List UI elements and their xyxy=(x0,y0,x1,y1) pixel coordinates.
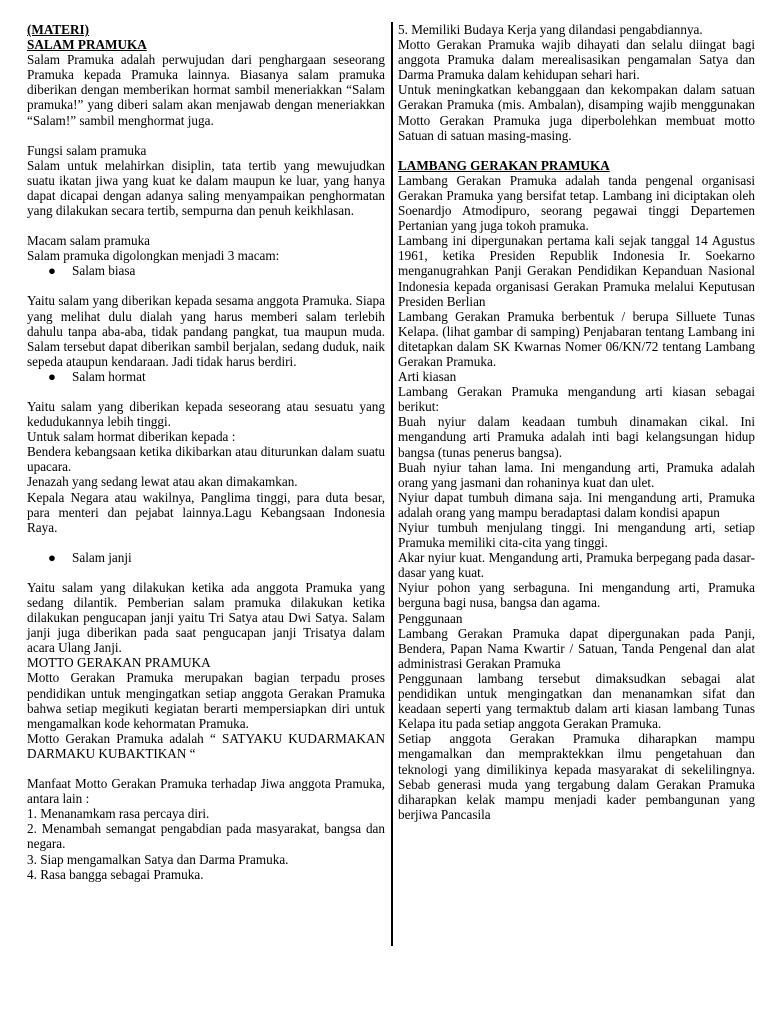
manfaat-item: 3. Siap mengamalkan Satya dan Darma Pramuka. xyxy=(27,851,289,867)
lambang-heading: LAMBANG GERAKAN PRAMUKA xyxy=(398,157,610,173)
salam-hormat-line: Untuk salam hormat diberikan kepada : xyxy=(27,429,236,445)
motto-paragraph: Motto Gerakan Pramuka merupakan bagian terpadu proses pendidikan untuk mengingatkan setiap anggota Gerakan Pramuka bahwa setiap megikuti kegiatan berarti mempersiapkan diri untuk mengamalkan kode kehormatan Pramuka. xyxy=(27,670,385,731)
motto-wajib-paragraph: Motto Gerakan Pramuka wajib dihayati dan selalu diingat bagi anggota Pramuka dalam merealisasikan pengamalan Satya dan Darma Pramuka dalam kehidupan sehari hari. xyxy=(398,37,755,83)
arti-kiasan-title: Arti kiasan xyxy=(398,369,457,385)
arti-kiasan-item: Nyiur dapat tumbuh dimana saja. Ini mengandung arti, Pramuka adalah orang yang mampu beradaptasi dalam kondisi apapun xyxy=(398,489,755,520)
left-column xyxy=(27,22,385,882)
arti-kiasan-item: Buah nyiur dalam keadaan tumbuh dinamakan cikal. Ini mengandung arti Pramuka adalah inti bagi kelangsungan hidup bangsa (tunas penerus bangsa). xyxy=(398,414,755,460)
manfaat-item: 4. Rasa bangga sebagai Pramuka. xyxy=(27,866,204,882)
penggunaan-paragraph: Setiap anggota Gerakan Pramuka diharapkan mampu mengamalkan dan mempraktekkan ilmu pengetahuan dan teknologi yang dimilikinya kepada masyarakat di sekelilingnya. Sebab generasi muda yang tergabung dalam Gerakan Pramuka diharapkan kelak mampu menjadi kader pembangunan yang berjiwa Pancasila xyxy=(398,731,755,822)
salam-janji-paragraph: Yaitu salam yang dilakukan ketika ada anggota Pramuka yang sedang dilantik. Pemberian salam pramuka dilakukan ketika dilakukan pengucapan janji yaitu Tri Satya atau Dwi Satya. Salam janji juga diberikan pada saat pengucapan janji Trisatya dalam acara Ulang Janji. xyxy=(27,579,385,656)
motto-line: Motto Gerakan Pramuka adalah “ SATYAKU KUDARMAKAN DARMAKU KUBAKTIKAN “ xyxy=(27,730,385,761)
penggunaan-paragraph: Lambang Gerakan Pramuka dapat dipergunakan pada Panji, Bendera, Papan Nama Kwartir / Satuan, Tanda Pengenal dan alat administrasi Gerakan Pramuka xyxy=(398,625,755,671)
bullet-icon: ● xyxy=(48,368,56,384)
bullet-salam-biasa: ● Salam biasa xyxy=(48,263,136,279)
fungsi-title: Fungsi salam pramuka xyxy=(27,142,147,158)
arti-kiasan-intro: Lambang Gerakan Pramuka mengandung arti kiasan sebagai berikut: xyxy=(398,384,755,415)
macam-paragraph: Salam pramuka digolongkan menjadi 3 macam: xyxy=(27,248,280,264)
bullet-salam-hormat: ● Salam hormat xyxy=(48,368,146,384)
manfaat-item: 5. Memiliki Budaya Kerja yang dilandasi pengabdiannya. xyxy=(398,22,703,37)
arti-kiasan-item: Akar nyiur kuat. Mengandung arti, Pramuka berpegang pada dasar-dasar yang kuat. xyxy=(398,550,755,581)
manfaat-item: 2. Menambah semangat pengabdian pada masyarakat, bangsa dan negara. xyxy=(27,821,385,852)
lambang-sejarah-paragraph: Lambang ini dipergunakan pertama kali sejak tanggal 14 Agustus 1961, ketika Presiden Republik Indonesia Ir. Soekarno menganugrahkan Panji Gerakan Pendidikan Kepanduan Nasional Indonesia kepada organisasi Gerakan Pramuka melalui Keputusan Presiden Berlian xyxy=(398,233,755,309)
hormat-bendera: Bendera kebangsaan ketika dikibarkan atau diturunkan dalam suatu upacara. xyxy=(27,444,385,475)
bullet-icon: ● xyxy=(48,549,56,565)
bullet-icon: ● xyxy=(48,263,56,279)
penggunaan-title: Penggunaan xyxy=(398,610,463,626)
column-divider xyxy=(391,22,393,946)
arti-kiasan-item: Nyiur pohon yang serbaguna. Ini mengandung arti, Pramuka berguna bagi nusa, bangsa dan agama. xyxy=(398,580,755,611)
arti-kiasan-item: Nyiur tumbuh menjulang tinggi. Ini mengandung arti, setiap Pramuka memiliki cita-cita yang tinggi. xyxy=(398,520,755,551)
salam-pramuka-heading: SALAM PRAMUKA xyxy=(27,37,147,53)
penggunaan-paragraph: Penggunaan lambang tersebut dimaksudkan sebagai alat pendidikan untuk mengingatkan dan menanamkan sifat dan keadaan seperti yang termaktub dalam arti kiasan lambang Tunas Kelapa itu pada setiap anggota Gerakan Pramuka. xyxy=(398,670,755,732)
hormat-jenazah: Jenazah yang sedang lewat atau akan dimakamkan. xyxy=(27,474,298,490)
lambang-bentuk-paragraph: Lambang Gerakan Pramuka berbentuk / berupa Silluete Tunas Kelapa. (lihat gambar di samping) Penjabaran tentang Lambang ini ditetapkan dalam SK Kwarnas Nomer 06/KN/72 tentang Lambang Gerakan Pramuka. xyxy=(398,308,755,369)
manfaat-item: 1. Menanamkam rasa percaya diri. xyxy=(27,806,210,822)
manfaat-title: Manfaat Motto Gerakan Pramuka terhadap Jiwa anggota Pramuka, antara lain : xyxy=(27,776,385,807)
lambang-paragraph: Lambang Gerakan Pramuka adalah tanda pengenal organisasi Gerakan Pramuka yang bersifat tetap. Lambang ini diciptakan oleh Soenardjo Atmodipuro, seorang pegawai tinggi Departemen Pertanian yang juga tokoh pramuka. xyxy=(398,172,755,234)
hormat-kepala-negara: Kepala Negara atau wakilnya, Panglima tinggi, para duta besar, para menteri dan pejabat lainnya.Lagu Kebangsaan Indonesia Raya. xyxy=(27,489,385,535)
motto-title: MOTTO GERAKAN PRAMUKA xyxy=(27,655,211,671)
macam-title: Macam salam pramuka xyxy=(27,233,151,249)
arti-kiasan-item: Buah nyiur tahan lama. Ini mengandung arti, Pramuka adalah orang yang jasmani dan rohaninya kuat dan ulet. xyxy=(398,459,755,490)
salam-hormat-paragraph: Yaitu salam yang diberikan kepada seseorang atau sesuatu yang kedudukannya lebih tinggi. xyxy=(27,398,385,430)
fungsi-paragraph: Salam untuk melahirkan disiplin, tata tertib yang mewujudkan suatu ikatan jiwa yang kuat ke dalam maupun ke luar, yang hanya dapat dicapai dengan adanya saling menyampaikan penghormatan yang dilakukan secara tertib, sempurna dan penuh keikhlasan. xyxy=(27,157,385,219)
motto-satuan-paragraph: Untuk meningkatkan kebanggaan dan kekompakan dalam satuan Gerakan Pramuka (mis. Ambalan), disamping wajib menggunakan Motto Gerakan Pramuka juga diperbolehkan membuat motto Satuan di satuan masing-masing. xyxy=(398,82,755,143)
materi-heading: (MATERI) xyxy=(27,22,90,37)
right-column xyxy=(398,22,755,822)
salam-intro-paragraph: Salam Pramuka adalah perwujudan dari penghargaan seseorang Pramuka kepada Pramuka lainnya. Biasanya salam pramuka diberikan dengan memberikan hormat sambil meneriakkan “Salam pramuka!” yang diberi salam akan menjawab dengan meneriakkan “Salam!” sambil menghormat juga. xyxy=(27,52,385,128)
bullet-salam-janji: ● Salam janji xyxy=(48,549,132,565)
salam-biasa-paragraph: Yaitu salam yang diberikan kepada sesama anggota Pramuka. Siapa yang melihat dulu dialah yang harus memberi salam terlebih dahulu tanpa aba-aba, tidak pandang pangkat, tua maupun muda. Salam tersebut dapat diberikan sambil berjalan, sedang duduk, naik sepeda ataupun kendaraan. Jadi tidak harus berdiri. xyxy=(27,293,385,369)
